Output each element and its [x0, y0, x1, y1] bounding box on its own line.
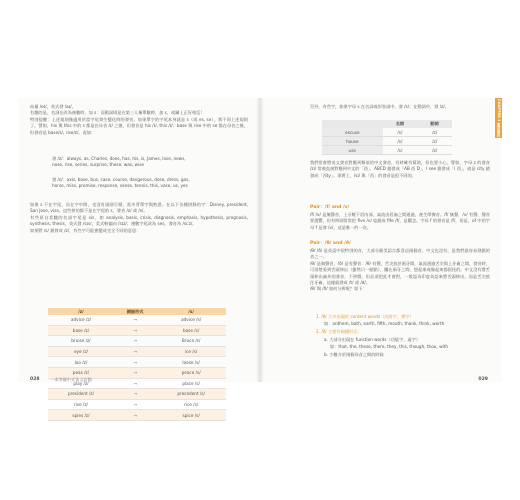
right-paragraph-1: 另外，有些字，如果字母 s 在名詞或形容詞中，發 /s/；在動詞中，發 /z/。 [310, 104, 449, 109]
table-cell: excuse [322, 128, 383, 137]
table-row [48, 346, 226, 357]
table-cell: president /z/ [48, 389, 114, 400]
pair-f-v-heading: Pair：/f/ and /v/ [310, 205, 350, 210]
table-header-cell: 名詞 [383, 120, 418, 128]
table-cell: advice /s/ [156, 315, 226, 325]
table-cell: advice /z/ [48, 315, 114, 325]
table-cell: peas /z/ [48, 367, 114, 378]
arrow-icon: → [114, 399, 156, 410]
table-cell: house [322, 137, 383, 146]
right-paragraph-2: 我們常會將英文發音對應到類似的中文發音，有時確有幫助，但也要小心，譬如，字母 z 的發音 /zi/ 常被直接對應到中文的「西」，ABCD 錯發成「AB 西 D」，I see 錯發成「I 西」，或是 city 錯發成「西ty」。事實上，/si/ 與「西」的發音是很不同的。 [310, 160, 490, 178]
table-cell: spies /z/ [48, 410, 114, 421]
arrow-icon: → [114, 389, 156, 400]
table-cell: /s/ [383, 137, 418, 146]
table-header-cell: 動詞 [417, 120, 452, 128]
table-cell: use [322, 146, 383, 155]
left-running-head: 一本突破中式英文盲點 [50, 377, 92, 382]
book-spread [18, 98, 502, 418]
right-paragraph-4: /θ/ /ð/ 是英語中很特別的音，大部分歐美語言都沒這兩個音，中文也沒有，是我們最容易發錯的音之一。 /θ/ 是無聲音，/ð/ 是有聲音：/θ/ 有聲，舌尖放於兩牙間，氣流通過舌尖與上牙齒之間，發音時，可清楚看到舌頭伸出（雖然只一點點），攔在兩牙之間，想起來或像起來都很怪的。中文沒有將舌頭伸出齒外的發音，不習慣，但必須把此才會對，一般認為印度英語來將舌頭伸出，而是舌尖抵住牙齒，這樣就發成 /t/ 或 /d/。 /θ/ 與 /ð/ 如何分辨呢？如下： [310, 248, 490, 292]
chapter-side-tab: CHAPTER 1 重音讀音 [497, 98, 501, 138]
table-cell: loo /z/ [48, 357, 114, 368]
table-cell: Bruce /s/ [156, 336, 226, 347]
z-to-s-table [48, 308, 226, 421]
table-row [48, 357, 226, 368]
list-item: 2. /ð/ 主要有兩種形式： [316, 329, 362, 334]
left-page [18, 98, 260, 418]
table-cell: rice /s/ [156, 399, 226, 410]
table-cell: rise /z/ [48, 399, 114, 410]
table-header-row [322, 120, 452, 128]
left-page-number: 028 [30, 377, 40, 382]
table-row [322, 146, 452, 155]
s-sound-examples: 發 /s/：axis, base, bus, case, course, dangerous, dose, dress, gas, horse, miss, promise, response, sense, tennis, this, vase, us, yes [52, 177, 190, 189]
pair-th-heading: Pair：/θ/ and /ð/ [310, 241, 351, 246]
table-header-cell: /z/ [48, 308, 114, 315]
list-item: b. 少數介於兩個母音之間的時候 [324, 352, 384, 357]
table-cell: precedent /s/ [156, 389, 226, 400]
table-cell: base /z/ [48, 325, 114, 336]
table-cell: /z/ [417, 137, 452, 146]
z-sound-examples: 發 /z/：always, as, Charles, does, has, his, is, James, lose, news, nose, rise, series, surprise, these, was, wise [52, 156, 186, 168]
right-page [260, 98, 502, 382]
table-row [48, 410, 226, 421]
arrow-icon: → [114, 410, 156, 421]
arrow-icon: → [114, 325, 156, 336]
table-header-cell [322, 120, 383, 128]
table-row [48, 389, 226, 400]
list-item: 1. /θ/ 大多出現於 content words（內容字，實字） [316, 314, 414, 319]
table-cell: loose /s/ [156, 357, 226, 368]
table-cell: place /s/ [156, 378, 226, 389]
table-header-cell: /s/ [156, 308, 226, 315]
table-cell: /s/ [383, 146, 418, 155]
arrow-icon: → [114, 357, 156, 368]
table-row [322, 128, 452, 137]
table-cell: /z/ [417, 128, 452, 137]
table-row [48, 315, 226, 325]
right-paragraph-3: /f/ /v/ 是無聲音，上牙輕下唇內部，氣流由唇齒之間通過，產生摩擦音。/f/ 無聲，/v/ 有聲，聲音要震響，但有時則常常把 five /v/ 唸錯成 fife /f/，是觀念。字母 f 的發音是 /f/，但是，of 中的字母 f 是發 /v/，這是唯一的一次。 [310, 212, 490, 230]
table-header-cell: 錯誤形式 [114, 308, 156, 315]
table-cell: /s/ [383, 128, 418, 137]
right-page-number: 029 [478, 377, 488, 382]
list-item: 如：anthem, bath, earth, fifth, mouth, thank, think, worth [324, 321, 445, 326]
table-row [48, 325, 226, 336]
table-row [322, 137, 452, 146]
table-cell: spice /s/ [156, 410, 226, 421]
table-cell: peace /s/ [156, 367, 226, 378]
list-item: 如：that, the, these, there, they, this, though, thou, with [330, 344, 448, 349]
table-row [48, 399, 226, 410]
noun-verb-table [322, 120, 452, 155]
table-cell: base /s/ [156, 325, 226, 336]
left-paragraph-2: 如果 s 不在字尾，而在字中間，也沒有規則可循，需多背單字與熟悉。在以下各種拼錄的字：Disney, president, San Jose, visa，這些拼的都不是在字尾的 s，發音 /z/ 或 /s/。 有些原自希臘的名詞字尾是 sis，如 analysis, basis, crisis, diagnosis, emphasis, hypothesis, prognosis, synthesis, thesis，英式發 /sɪs/，美式較偏向 /sɪz/；複數字尾改為 ses，發音為 /siːz/。 如果將 /s/ 錯發成 /z/，有些字可能會變成完全不同的意思： [30, 202, 248, 233]
arrow-icon: → [114, 367, 156, 378]
left-paragraph-1: 向量 /eɪ/，英式發 /aɪ/， 有趣的是，名詞在改為複數時，加 s：而動詞則是在第三人稱單數時，加 s，或屬上正好相反！ 特別提醒：上述規則僅適用於當字尾發生變化時的發音。如果單字的字尾本身就是 s（或 es, se），那不同上述規則了。譬如，his 與 this 中的 s 都是在母音 /ɪ/ 之後，但發音是 his /ɪ/, this /ɪ/；base 與 rise 中的 se 都在母音之後，但發音是 base/s/, rise/z/。再如： [30, 104, 248, 135]
table-header-row [48, 308, 226, 315]
arrow-icon: → [114, 315, 156, 325]
table-cell: play /z/ [48, 378, 114, 389]
table-cell: /z/ [417, 146, 452, 155]
table-row [48, 336, 226, 347]
arrow-icon: → [114, 336, 156, 347]
list-item: a. 大部分出現在 function words（功能字，虛字） [324, 337, 421, 342]
table-cell: eye /z/ [48, 346, 114, 357]
arrow-icon: → [114, 346, 156, 357]
table-cell: ice /s/ [156, 346, 226, 357]
table-cell: bruise /z/ [48, 336, 114, 347]
arrow-icon: → [114, 378, 156, 389]
